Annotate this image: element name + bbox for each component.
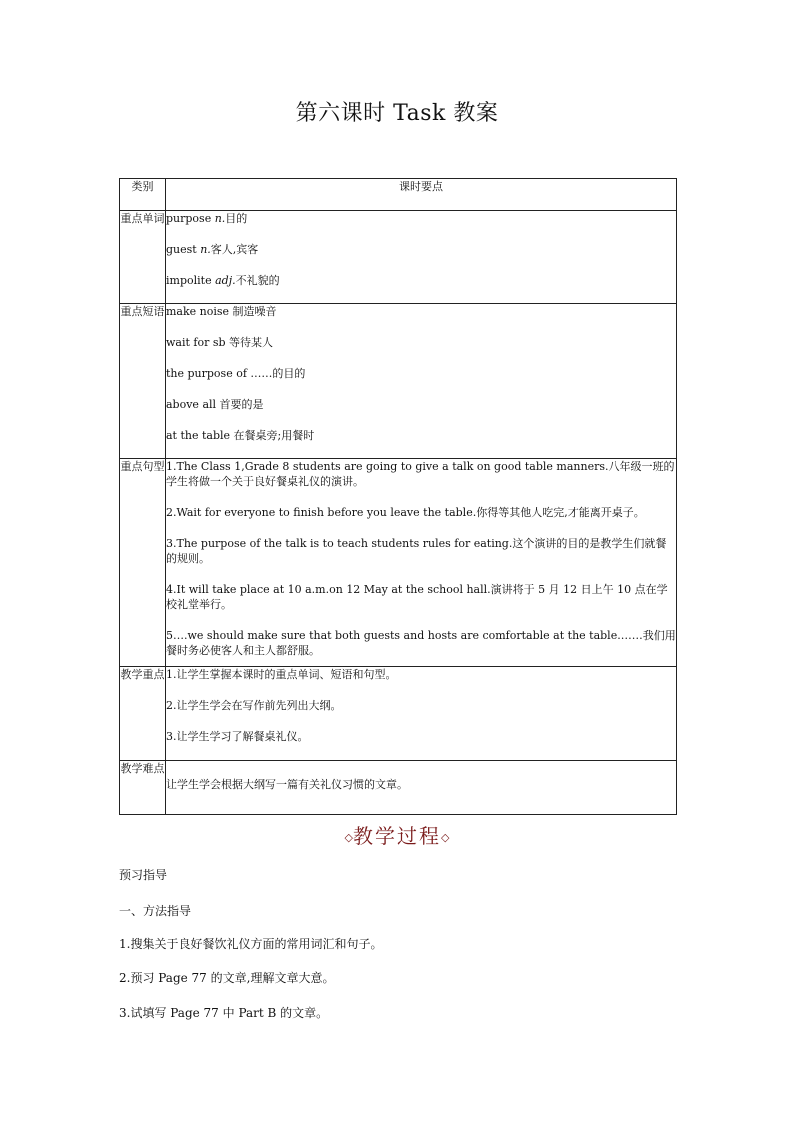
diamond-left-icon: ◇ bbox=[344, 831, 353, 844]
category-key-words: 重点单词 bbox=[120, 211, 166, 304]
phrase-item: at the table 在餐桌旁;用餐时 bbox=[166, 429, 315, 442]
key-sentences-list bbox=[166, 459, 677, 667]
focus-item: 3.让学生学习了解餐桌礼仪。 bbox=[166, 730, 309, 743]
guide-step: 1.搜集关于良好餐饮礼仪方面的常用词汇和句子。 bbox=[119, 937, 383, 951]
sentence-item: 1.The Class 1,Grade 8 students are going to give a talk on good table manners.八年级一班的学生将做一个关于良好餐桌礼仪的演讲。 bbox=[166, 460, 675, 488]
table-row-key-phrases bbox=[120, 304, 677, 459]
guide-step: 3.试填写 Page 77 中 Part B 的文章。 bbox=[119, 1006, 329, 1020]
sentence-item: 5….we should make sure that both guests and hosts are comfortable at the table.……我们用餐时务必使客人和主人都舒服。 bbox=[166, 629, 676, 657]
table-row-teaching-focus bbox=[120, 667, 677, 761]
phrase-item: the purpose of ……的目的 bbox=[166, 367, 306, 380]
guide-step: 2.预习 Page 77 的文章,理解文章大意。 bbox=[119, 971, 335, 985]
focus-item: 1.让学生掌握本课时的重点单词、短语和句型。 bbox=[166, 668, 397, 681]
preview-guide-heading: 预习指导 bbox=[119, 868, 168, 882]
category-teaching-difficulty: 教学难点 bbox=[120, 761, 166, 815]
table-row-key-words bbox=[120, 211, 677, 304]
phrase-item: make noise 制造噪音 bbox=[166, 305, 277, 318]
category-teaching-focus: 教学重点 bbox=[120, 667, 166, 761]
category-key-phrases: 重点短语 bbox=[120, 304, 166, 459]
lesson-plan-table bbox=[119, 178, 677, 815]
sentence-item: 4.It will take place at 10 a.m.on 12 May at the school hall.演讲将于 5 月 12 日上午 10 点在学校礼堂举行。 bbox=[166, 583, 668, 611]
phrase-item: above all 首要的是 bbox=[166, 398, 264, 411]
process-title: 教学过程 bbox=[353, 824, 441, 848]
table-row-teaching-difficulty bbox=[120, 761, 677, 815]
method-guide-subheading: 一、方法指导 bbox=[119, 904, 192, 918]
header-category: 类别 bbox=[120, 179, 166, 211]
word-item: impolite adj.不礼貌的 bbox=[166, 274, 280, 287]
page-title: 第六课时 Task 教案 bbox=[295, 101, 499, 126]
category-key-sentences: 重点句型 bbox=[120, 459, 166, 667]
word-item: purpose n.目的 bbox=[166, 212, 248, 225]
diamond-right-icon: ◇ bbox=[441, 831, 450, 844]
teaching-difficulty-text: 让学生学会根据大纲写一篇有关礼仪习惯的文章。 bbox=[166, 761, 677, 815]
focus-item: 2.让学生学会在写作前先列出大纲。 bbox=[166, 699, 342, 712]
key-phrases-list bbox=[166, 304, 677, 459]
word-item: guest n.客人,宾客 bbox=[166, 243, 259, 256]
table-header-row bbox=[120, 179, 677, 211]
phrase-item: wait for sb 等待某人 bbox=[166, 336, 274, 349]
teaching-process-heading bbox=[0, 820, 794, 849]
table-row-key-sentences bbox=[120, 459, 677, 667]
key-words-list bbox=[166, 211, 677, 304]
teaching-focus-list bbox=[166, 667, 677, 761]
sentence-item: 2.Wait for everyone to finish before you leave the table.你得等其他人吃完,才能离开桌子。 bbox=[166, 506, 645, 519]
sentence-item: 3.The purpose of the talk is to teach students rules for eating.这个演讲的目的是教学生们就餐的规则。 bbox=[166, 537, 667, 565]
header-points: 课时要点 bbox=[166, 179, 677, 211]
